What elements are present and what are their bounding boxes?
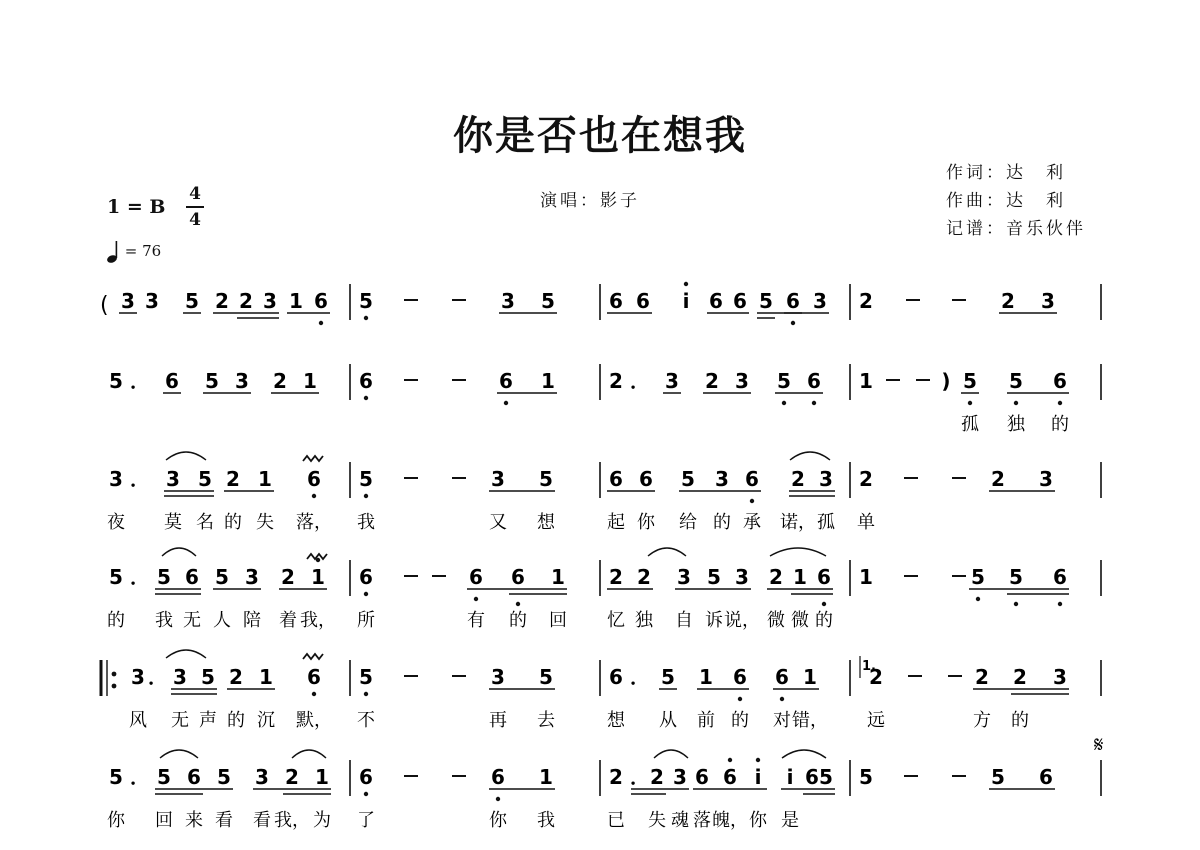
- lyric-char: 的: [731, 710, 749, 731]
- lyric-char: 已: [607, 810, 625, 831]
- note-symbol: 5: [819, 765, 833, 789]
- note-symbol: 3: [255, 765, 269, 789]
- lyric-char: 名: [196, 512, 214, 533]
- lyric-char: 看: [253, 810, 271, 831]
- low-octave-dot: [474, 597, 478, 601]
- lyric-char: 我: [357, 512, 375, 533]
- repeat-bracket-open: (: [100, 293, 109, 318]
- low-octave-dot: [822, 602, 826, 606]
- note-symbol: 5: [541, 289, 555, 313]
- lyric-char: 落，: [296, 512, 332, 533]
- note-symbol: 6: [609, 467, 623, 491]
- note-symbol: 2: [859, 289, 873, 313]
- lyric-char: 去: [537, 710, 555, 731]
- note-symbol: 6: [185, 565, 199, 589]
- note-symbol: 2: [769, 565, 783, 589]
- lyric-char: 人: [213, 610, 231, 631]
- lyric-char: 想: [607, 710, 625, 731]
- low-octave-dot: [812, 401, 816, 405]
- note-symbol: 3: [131, 665, 145, 689]
- note-symbol: 1: [803, 665, 817, 689]
- note-symbol: 5: [681, 467, 695, 491]
- note-symbol: 2: [239, 289, 253, 313]
- low-octave-dot: [1014, 602, 1018, 606]
- lyric-char: 前: [697, 710, 715, 731]
- note-symbol: 6: [187, 765, 201, 789]
- slur-arc: [654, 750, 688, 758]
- note-symbol: ．: [630, 369, 650, 393]
- lyric-char: 我: [537, 810, 555, 831]
- lyric-char: 远: [867, 710, 885, 731]
- lyric-char: 莫: [164, 512, 182, 533]
- lyric-char: 你: [107, 810, 125, 831]
- note-symbol: 3: [166, 467, 180, 491]
- note-symbol: i: [682, 289, 690, 313]
- note-symbol: 1: [259, 665, 273, 689]
- low-octave-dot: [364, 494, 368, 498]
- note-symbol: 5: [859, 765, 873, 789]
- lyric-char: 的: [224, 512, 242, 533]
- note-symbol: 3: [263, 289, 277, 313]
- note-symbol: 5: [1009, 565, 1023, 589]
- lyric-char: 的: [713, 512, 731, 533]
- note-symbol: 6: [786, 289, 800, 313]
- low-octave-dot: [791, 321, 795, 325]
- note-symbol: 6: [695, 765, 709, 789]
- lyricist-credit: 作词：达 利: [946, 163, 1066, 183]
- note-symbol: 5: [359, 289, 373, 313]
- note-symbol: 1: [859, 369, 873, 393]
- note-symbol: 3: [245, 565, 259, 589]
- note-symbol: 6: [775, 665, 789, 689]
- note-symbol: 5: [1009, 369, 1023, 393]
- lyric-char: 给: [679, 512, 697, 533]
- note-symbol: 3: [735, 369, 749, 393]
- note-symbol: 2: [991, 467, 1005, 491]
- low-octave-dot: [319, 321, 323, 325]
- time-signature-bottom: 4: [189, 210, 201, 230]
- note-symbol: 6: [609, 289, 623, 313]
- note-symbol: 2: [226, 467, 240, 491]
- note-symbol: ): [941, 369, 951, 393]
- note-symbol: 5: [198, 467, 212, 491]
- lyric-char: 陪: [243, 610, 261, 631]
- note-symbol: 3: [673, 765, 687, 789]
- note-symbol: 1: [793, 565, 807, 589]
- lyric-char: 错，: [792, 710, 828, 731]
- note-symbol: 1: [541, 369, 555, 393]
- slur-arc: [160, 750, 198, 758]
- lyric-char: 孤: [817, 512, 835, 533]
- note-symbol: 5: [217, 765, 231, 789]
- slur-arc: [770, 548, 826, 556]
- lyric-char: 你: [637, 512, 655, 533]
- note-symbol: 3: [1041, 289, 1055, 313]
- note-symbol: 5: [201, 665, 215, 689]
- lyric-char: 回: [549, 610, 567, 631]
- lyric-char: 看: [215, 810, 233, 831]
- low-octave-dot: [1058, 401, 1062, 405]
- lyric-char: 方: [973, 710, 991, 731]
- note-symbol: 6: [709, 289, 723, 313]
- note-symbol: 3: [677, 565, 691, 589]
- low-octave-dot: [780, 697, 784, 701]
- lyric-char: 的: [815, 610, 833, 631]
- note-symbol: 3: [1039, 467, 1053, 491]
- slur-arc: [782, 750, 826, 758]
- note-symbol: 5: [157, 765, 171, 789]
- note-symbol: 1: [258, 467, 272, 491]
- note-symbol: 5: [661, 665, 675, 689]
- lyric-char: 的: [227, 710, 245, 731]
- lyric-char: 微: [791, 610, 809, 631]
- lyric-char: 了: [357, 810, 375, 831]
- note-symbol: 5: [539, 467, 553, 491]
- note-symbol: 6: [733, 665, 747, 689]
- note-symbol: 3: [145, 289, 159, 313]
- lyric-char: 失: [648, 810, 666, 831]
- note-symbol: i: [786, 765, 794, 789]
- note-symbol: 5: [971, 565, 985, 589]
- low-octave-dot: [364, 592, 368, 596]
- lyric-char: 失: [256, 512, 274, 533]
- note-symbol: 6: [359, 765, 373, 789]
- lyric-char: 是: [781, 810, 799, 831]
- note-symbol: 2: [859, 467, 873, 491]
- note-symbol: 6: [805, 765, 819, 789]
- note-symbol: 6: [733, 289, 747, 313]
- note-symbol: 2: [609, 765, 623, 789]
- note-symbol: 6: [499, 369, 513, 393]
- low-octave-dot: [504, 401, 508, 405]
- lyric-char: 默，: [296, 710, 332, 731]
- note-symbol: 6: [723, 765, 737, 789]
- lyric-char: 我，: [274, 810, 310, 831]
- lyric-char: 风: [129, 710, 147, 731]
- time-signature-top: 4: [189, 184, 201, 204]
- note-symbol: 6: [1053, 565, 1067, 589]
- note-symbol: 3: [665, 369, 679, 393]
- note-symbol: 5: [991, 765, 1005, 789]
- note-symbol: 2: [1001, 289, 1015, 313]
- lyric-char: 为: [313, 810, 331, 831]
- note-symbol: 2: [273, 369, 287, 393]
- lyric-char: 魄，: [712, 810, 748, 831]
- song-title: 你是否也在想我: [453, 112, 747, 159]
- low-octave-dot: [312, 692, 316, 696]
- lyric-char: 想: [537, 512, 555, 533]
- note-symbol: 3: [109, 467, 123, 491]
- low-octave-dot: [738, 697, 742, 701]
- repeat-dot: [112, 672, 117, 677]
- note-symbol: 6: [745, 467, 759, 491]
- note-symbol: 6: [165, 369, 179, 393]
- note-symbol: 3: [121, 289, 135, 313]
- note-symbol: 2: [285, 765, 299, 789]
- note-symbol: 6: [636, 289, 650, 313]
- slur-arc: [292, 750, 326, 758]
- lyric-char: 诺，: [780, 512, 816, 533]
- note-symbol: 3: [235, 369, 249, 393]
- note-symbol: 6: [639, 467, 653, 491]
- note-symbol: 6: [1053, 369, 1067, 393]
- note-symbol: 6: [1039, 765, 1053, 789]
- note-symbol: 3: [173, 665, 187, 689]
- note-symbol: i: [754, 765, 762, 789]
- note-symbol: 6: [511, 565, 525, 589]
- note-symbol: 1: [539, 765, 553, 789]
- note-symbol: 6: [817, 565, 831, 589]
- lyric-char: 独: [635, 610, 653, 631]
- low-octave-dot: [750, 499, 754, 503]
- lyric-char: 的: [1051, 414, 1069, 435]
- note-symbol: 3: [715, 467, 729, 491]
- lyric-char: 着: [279, 610, 297, 631]
- note-symbol: 6: [491, 765, 505, 789]
- trill-ornament-icon: [303, 654, 323, 659]
- performer-credit: 演唱：影子: [540, 191, 640, 211]
- lyric-char: 的: [107, 610, 125, 631]
- note-symbol: 2: [791, 467, 805, 491]
- lyric-char: 沉: [257, 710, 275, 731]
- low-octave-dot: [1058, 602, 1062, 606]
- slur-arc: [166, 650, 206, 658]
- note-symbol: ．: [130, 565, 150, 589]
- lyric-char: 无: [183, 610, 201, 631]
- note-symbol: ．: [130, 467, 150, 491]
- lyric-char: 从: [659, 710, 677, 731]
- lyric-char: 起: [607, 512, 625, 533]
- low-octave-dot: [496, 797, 500, 801]
- note-symbol: 6: [307, 467, 321, 491]
- lyric-char: 自: [675, 610, 693, 631]
- lyric-char: 独: [1007, 414, 1025, 435]
- note-symbol: 2: [975, 665, 989, 689]
- segno-sign: 𝄋: [1094, 733, 1104, 758]
- high-octave-dot: [756, 758, 760, 762]
- lyric-char: 落: [693, 810, 711, 831]
- lyric-char: 又: [489, 512, 507, 533]
- note-symbol: 5: [359, 665, 373, 689]
- low-octave-dot: [364, 316, 368, 320]
- slur-arc: [166, 452, 206, 460]
- lyric-char: 说，: [724, 610, 760, 631]
- lyric-char: 来: [185, 810, 203, 831]
- lyric-char: 你: [749, 810, 767, 831]
- lyric-char: 忆: [607, 610, 625, 631]
- lyric-char: 我: [155, 610, 173, 631]
- note-symbol: 2: [1013, 665, 1027, 689]
- low-octave-dot: [364, 792, 368, 796]
- low-octave-dot: [312, 494, 316, 498]
- note-symbol: 1: [551, 565, 565, 589]
- low-octave-dot: [976, 597, 980, 601]
- lyric-char: 声: [199, 710, 217, 731]
- note-symbol: ．: [630, 665, 650, 689]
- note-symbol: 3: [813, 289, 827, 313]
- note-symbol: 5: [109, 369, 123, 393]
- note-symbol: 5: [205, 369, 219, 393]
- note-symbol: 5: [157, 565, 171, 589]
- lyric-char: 再: [489, 710, 507, 731]
- repeat-dot: [112, 684, 117, 689]
- lyric-char: 所: [357, 610, 375, 631]
- lyric-char: 微: [767, 610, 785, 631]
- lyric-char: 对: [773, 710, 791, 731]
- lyric-char: 我，: [300, 610, 336, 631]
- lyric-char: 回: [155, 810, 173, 831]
- lyric-char: 诉: [705, 610, 723, 631]
- note-symbol: 3: [1053, 665, 1067, 689]
- lyric-char: 你: [489, 810, 507, 831]
- low-octave-dot: [1014, 401, 1018, 405]
- lyric-char: 的: [509, 610, 527, 631]
- low-octave-dot: [364, 692, 368, 696]
- note-symbol: 3: [735, 565, 749, 589]
- low-octave-dot: [516, 602, 520, 606]
- note-symbol: 1: [311, 565, 325, 589]
- note-symbol: 1: [303, 369, 317, 393]
- note-symbol: 2: [609, 369, 623, 393]
- lyric-char: 承: [743, 512, 761, 533]
- note-symbol: 5: [759, 289, 773, 313]
- note-symbol: 1: [315, 765, 329, 789]
- note-symbol: 2: [281, 565, 295, 589]
- note-symbol: 6: [807, 369, 821, 393]
- note-symbol: 2: [869, 665, 883, 689]
- low-octave-dot: [968, 401, 972, 405]
- note-symbol: 5: [215, 565, 229, 589]
- note-symbol: 2: [609, 565, 623, 589]
- tempo-value: = 76: [124, 242, 162, 260]
- note-symbol: ．: [148, 665, 168, 689]
- note-symbol: 1: [289, 289, 303, 313]
- slur-arc: [648, 548, 686, 556]
- lyric-char: 夜: [107, 512, 125, 533]
- slur-arc: [790, 452, 830, 460]
- note-symbol: ．: [130, 369, 150, 393]
- note-symbol: 2: [229, 665, 243, 689]
- lyric-char: 魂: [671, 810, 689, 831]
- note-symbol: 3: [491, 665, 505, 689]
- volta-one-label: 1.: [862, 659, 876, 674]
- lyric-char: 无: [171, 710, 189, 731]
- note-symbol: 6: [314, 289, 328, 313]
- note-symbol: 6: [307, 665, 321, 689]
- trill-ornament-icon: [303, 456, 323, 461]
- note-symbol: 6: [609, 665, 623, 689]
- low-octave-dot: [782, 401, 786, 405]
- lyric-char: 孤: [961, 414, 979, 435]
- note-symbol: 6: [359, 565, 373, 589]
- note-symbol: 6: [359, 369, 373, 393]
- note-symbol: ．: [630, 765, 650, 789]
- note-symbol: 2: [637, 565, 651, 589]
- note-symbol: 1: [859, 565, 873, 589]
- high-octave-dot: [728, 758, 732, 762]
- note-symbol: ．: [130, 765, 150, 789]
- composer-credit: 作曲：达 利: [946, 191, 1066, 211]
- note-symbol: 6: [469, 565, 483, 589]
- note-symbol: 5: [539, 665, 553, 689]
- lyric-char: 不: [357, 710, 375, 731]
- note-symbol: 1: [699, 665, 713, 689]
- high-octave-dot: [684, 282, 688, 286]
- lyric-char: 有: [467, 610, 485, 631]
- note-symbol: 2: [650, 765, 664, 789]
- note-symbol: 3: [819, 467, 833, 491]
- lyric-char: 单: [857, 512, 875, 533]
- note-symbol: 5: [777, 369, 791, 393]
- note-symbol: 5: [185, 289, 199, 313]
- note-symbol: 5: [359, 467, 373, 491]
- note-symbol: 5: [707, 565, 721, 589]
- note-symbol: 5: [963, 369, 977, 393]
- note-symbol: 3: [491, 467, 505, 491]
- note-symbol: 5: [109, 765, 123, 789]
- key-signature: 1 = B: [107, 196, 166, 218]
- note-symbol: 2: [705, 369, 719, 393]
- note-symbol: 3: [501, 289, 515, 313]
- slur-arc: [162, 548, 196, 556]
- lyric-char: 的: [1011, 710, 1029, 731]
- note-symbol: 5: [109, 565, 123, 589]
- note-symbol: 2: [215, 289, 229, 313]
- low-octave-dot: [364, 396, 368, 400]
- transcriber-credit: 记谱：音乐伙伴: [946, 219, 1086, 239]
